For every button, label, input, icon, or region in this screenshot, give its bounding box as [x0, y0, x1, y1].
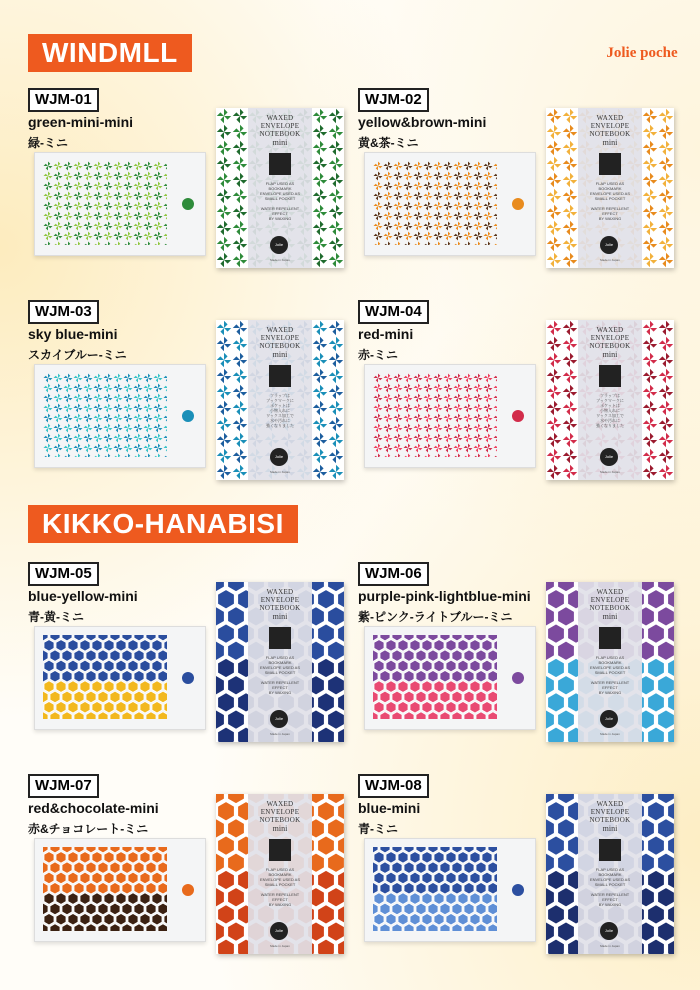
band-mini: mini: [602, 612, 618, 621]
band-text: フラップは ブックマークに ポケットは 小物入れに ワックス加工で 水や汚れに 強くなりました: [596, 393, 624, 428]
envelope-image: [364, 626, 536, 730]
band-mini: mini: [272, 612, 288, 621]
brand-logo-text: Jolie poche: [606, 45, 678, 61]
envelope-emblem-icon: [511, 883, 525, 897]
band-text: FLAP USED AS BOOKMARK ENVELOPE USED AS SMALL POCKET WATER REPELLENT EFFECT BY WAXING: [589, 181, 630, 221]
product-name-jp: 赤-ミニ: [358, 348, 398, 362]
product-name-jp: 青-黄-ミニ: [28, 610, 84, 624]
band-title: WAXED ENVELOPE NOTEBOOK: [259, 114, 301, 138]
product-name-en: sky blue-mini: [28, 326, 118, 342]
band-motif-icon: [599, 839, 621, 861]
band-text: FLAP USED AS BOOKMARK ENVELOPE USED AS SMALL POCKET WATER REPELLENT EFFECT BY WAXING: [589, 655, 630, 695]
notebook-image: [216, 108, 344, 268]
envelope-emblem-icon: [181, 409, 195, 423]
notebook-band: [248, 108, 312, 268]
product-card: [358, 562, 678, 742]
notebook-band: [248, 320, 312, 480]
product-code: WJM-08: [358, 774, 429, 798]
band-title: WAXED ENVELOPE NOTEBOOK: [259, 588, 301, 612]
band-title: WAXED ENVELOPE NOTEBOOK: [589, 114, 631, 138]
band-motif-icon: [269, 365, 291, 387]
envelope-pattern: [373, 161, 497, 245]
product-code: WJM-06: [358, 562, 429, 586]
envelope-emblem-icon: [181, 671, 195, 685]
product-card: [358, 300, 678, 480]
section-title-kikko-hanabisi: KIKKO-HANABISI: [28, 505, 298, 543]
product-card: [358, 774, 678, 954]
envelope-image: [364, 152, 536, 256]
band-mini: mini: [602, 138, 618, 147]
envelope-emblem-icon: [511, 409, 525, 423]
product-card: [28, 774, 348, 954]
product-name-jp: 赤&チョコレート-ミニ: [28, 822, 149, 836]
product-card: [358, 88, 678, 268]
product-name-jp: 青-ミニ: [358, 822, 398, 836]
product-card: [28, 88, 348, 268]
notebook-band: [578, 108, 642, 268]
band-mini: mini: [602, 824, 618, 833]
band-motif-icon: [269, 153, 291, 175]
notebook-image: [216, 582, 344, 742]
band-made-in: Made in Japan: [270, 944, 290, 948]
band-made-in: Made in Japan: [270, 258, 290, 262]
band-logo: Jolie: [600, 236, 618, 254]
product-name-jp: 緑-ミニ: [28, 136, 68, 150]
envelope-emblem-icon: [181, 197, 195, 211]
envelope-pattern: [43, 373, 167, 457]
notebook-band: [248, 794, 312, 954]
notebook-band: [578, 794, 642, 954]
band-title: WAXED ENVELOPE NOTEBOOK: [589, 326, 631, 350]
envelope-pattern: [43, 847, 167, 931]
product-name-en: blue-yellow-mini: [28, 588, 138, 604]
product-name-jp: スカイブルー-ミニ: [28, 348, 127, 362]
band-made-in: Made in Japan: [600, 470, 620, 474]
band-mini: mini: [272, 350, 288, 359]
notebook-image: [546, 320, 674, 480]
brand-logo: [596, 38, 688, 68]
section-title-windmill: WINDMLL: [28, 34, 192, 72]
envelope-image: [34, 838, 206, 942]
product-code: WJM-01: [28, 88, 99, 112]
product-name-en: blue-mini: [358, 800, 421, 816]
band-logo: Jolie: [600, 448, 618, 466]
envelope-emblem-icon: [511, 671, 525, 685]
product-name-en: red&chocolate-mini: [28, 800, 159, 816]
notebook-band: [578, 582, 642, 742]
band-title: WAXED ENVELOPE NOTEBOOK: [589, 588, 631, 612]
band-title: WAXED ENVELOPE NOTEBOOK: [259, 326, 301, 350]
notebook-image: [216, 794, 344, 954]
product-name-jp: 黄&茶-ミニ: [358, 136, 419, 150]
product-code: WJM-05: [28, 562, 99, 586]
band-motif-icon: [599, 365, 621, 387]
band-mini: mini: [602, 350, 618, 359]
band-logo: Jolie: [270, 448, 288, 466]
band-text: FLAP USED AS BOOKMARK ENVELOPE USED AS SMALL POCKET WATER REPELLENT EFFECT BY WAXING: [589, 867, 630, 907]
band-made-in: Made in Japan: [600, 732, 620, 736]
product-name-en: green-mini-mini: [28, 114, 134, 130]
band-motif-icon: [599, 153, 621, 175]
envelope-pattern: [373, 635, 497, 719]
notebook-image: [546, 582, 674, 742]
envelope-image: [364, 364, 536, 468]
band-text: FLAP USED AS BOOKMARK ENVELOPE USED AS SMALL POCKET WATER REPELLENT EFFECT BY WAXING: [259, 655, 300, 695]
band-made-in: Made in Japan: [600, 258, 620, 262]
band-made-in: Made in Japan: [270, 470, 290, 474]
band-mini: mini: [272, 138, 288, 147]
envelope-pattern: [43, 161, 167, 245]
notebook-band: [578, 320, 642, 480]
envelope-pattern: [373, 847, 497, 931]
product-code: WJM-07: [28, 774, 99, 798]
band-text: FLAP USED AS BOOKMARK ENVELOPE USED AS SMALL POCKET WATER REPELLENT EFFECT BY WAXING: [259, 181, 300, 221]
product-name-en: purple-pink-lightblue-mini: [358, 588, 531, 604]
envelope-emblem-icon: [511, 197, 525, 211]
band-title: WAXED ENVELOPE NOTEBOOK: [589, 800, 631, 824]
product-name-en: red-mini: [358, 326, 414, 342]
product-name-jp: 紫-ピンク-ライトブルー-ミニ: [358, 610, 513, 624]
band-logo: Jolie: [270, 922, 288, 940]
envelope-pattern: [43, 635, 167, 719]
product-code: WJM-04: [358, 300, 429, 324]
notebook-band: [248, 582, 312, 742]
product-code: WJM-02: [358, 88, 429, 112]
envelope-image: [364, 838, 536, 942]
notebook-image: [546, 794, 674, 954]
band-logo: Jolie: [270, 236, 288, 254]
band-logo: Jolie: [270, 710, 288, 728]
envelope-image: [34, 626, 206, 730]
band-title: WAXED ENVELOPE NOTEBOOK: [259, 800, 301, 824]
notebook-image: [546, 108, 674, 268]
envelope-pattern: [373, 373, 497, 457]
product-code: WJM-03: [28, 300, 99, 324]
band-motif-icon: [269, 627, 291, 649]
notebook-image: [216, 320, 344, 480]
band-motif-icon: [269, 839, 291, 861]
band-made-in: Made in Japan: [270, 732, 290, 736]
band-motif-icon: [599, 627, 621, 649]
product-card: [28, 562, 348, 742]
envelope-image: [34, 152, 206, 256]
envelope-emblem-icon: [181, 883, 195, 897]
band-made-in: Made in Japan: [600, 944, 620, 948]
band-logo: Jolie: [600, 710, 618, 728]
band-logo: Jolie: [600, 922, 618, 940]
band-text: FLAP USED AS BOOKMARK ENVELOPE USED AS SMALL POCKET WATER REPELLENT EFFECT BY WAXING: [259, 867, 300, 907]
band-mini: mini: [272, 824, 288, 833]
product-card: [28, 300, 348, 480]
product-name-en: yellow&brown-mini: [358, 114, 487, 130]
band-text: フラップは ブックマークに ポケットは 小物入れに ワックス加工で 水や汚れに 強くなりました: [266, 393, 294, 428]
envelope-image: [34, 364, 206, 468]
